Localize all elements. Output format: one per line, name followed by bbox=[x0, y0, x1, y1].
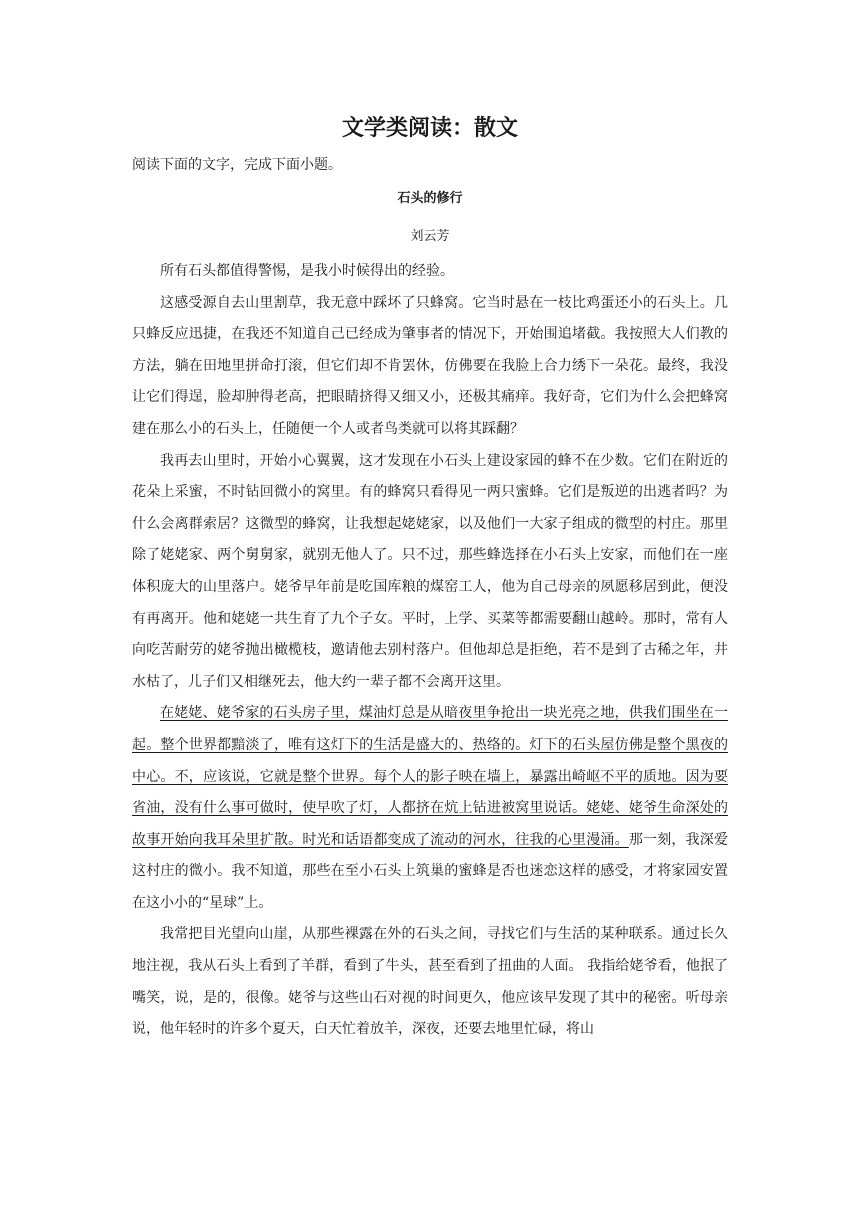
reading-instruction: 阅读下面的文字，完成下面小题。 bbox=[132, 157, 342, 173]
paragraph-text: 我再去山里时，开始小心翼翼，这才发现在小石头上建设家园的蜂不在少数。它们在附近的花朵上采蜜，不时钻回微小的窝里。有的蜂窝只看得见一两只蜜蜂。它们是叛逆的出逃者吗？为什么会离群索居？这微型的蜂窝，让我想起姥姥家，以及他们一大家子组成的微型的村庄。那里除了姥姥家、两个舅舅家，就别无他人了。只不过，那些蜂选择在小石头上安家，而他们在一座体积庞大的山里落户。姥爷早年前是吃国库粮的煤窑工人，他为自己母亲的夙愿移居到此，便没有再离开。他和姥姥一共生育了九个子女。平时，上学、买菜等都需要翻山越岭。那时，常有人向吃苦耐劳的姥爷抛出橄榄枝，邀请他去别村落户。但他却总是拒绝，若不是到了古稀之年，井水枯了，儿子们又相继死去，他大约一辈子都不会离开这里。 bbox=[132, 452, 728, 690]
paragraph-text: 我常把目光望向山崖，从那些裸露在外的石头之间，寻找它们与生活的某种联系。通过长久地注视，我从石头上看到了羊群，看到了牛头，甚至看到了扭曲的人面。 我指给姥爷看，他抿了嘴笑，说，是的，很像。姥爷与这些山石对视的时间更久，他应该早发现了其中的秘密。听母亲说，他年轻时的许多个夏天，白天忙着放羊，深夜，还要去地里忙碌，将山 bbox=[132, 926, 728, 1038]
paragraph-4 bbox=[132, 698, 728, 919]
essay-body bbox=[132, 256, 728, 1046]
paragraph-text: 所有石头都值得警惕，是我小时候得出的经验。 bbox=[160, 263, 454, 279]
paragraph-1 bbox=[132, 256, 728, 288]
paragraph-2 bbox=[132, 288, 728, 446]
document-page bbox=[132, 0, 728, 1216]
paragraph-text: 这感受源自去山里割草，我无意中踩坏了只蜂窝。它当时悬在一枝比鸡蛋还小的石头上。几只蜂反应迅捷，在我还不知道自己已经成为肇事者的情况下，开始围追堵截。我按照大人们教的方法，躺在田地里拼命打滚，但它们却不肯罢休，仿佛要在我脸上合力绣下一朵花。最终，我没让它们得逞，脸却肿得老高，把眼睛挤得又细又小，还极其痛痒。我好奇，它们为什么会把蜂窝建在那么小的石头上，任随便一个人或者鸟类就可以将其踩翻？ bbox=[132, 294, 728, 437]
essay-author: 刘云芳 bbox=[410, 229, 450, 244]
underlined-passage: 在姥姥、姥爷家的石头房子里，煤油灯总是从暗夜里争抢出一块光亮之地，供我们围坐在一起。整个世界都黯淡了，唯有这灯下的生活是盛大的、热络的。灯下的石头屋仿佛是整个黑夜的中心。不，应该说，它就是整个世界。每个人的影子映在墙上，暴露出崎岖不平的质地。因为要省油，没有什么事可做时，使早吹了灯，人都挤在炕上钻进被窝里说话。姥姥、姥爷生命深处的故事开始向我耳朵里扩散。时光和话语都变成了流动的河水，往我的心里漫涌。 bbox=[132, 705, 728, 848]
paragraph-5 bbox=[132, 919, 728, 1045]
essay-title: 石头的修行 bbox=[397, 191, 463, 206]
page-title: 文学类阅读：散文 bbox=[341, 116, 518, 141]
paragraph-text: 那一刻，我深爱这村庄的微小。我不知道，那些在至小石头上筑巢的蜜蜂是否也迷恋这样的感受，才将家园安置在这小小的“星球”上。 bbox=[132, 831, 728, 911]
paragraph-3 bbox=[132, 446, 728, 699]
